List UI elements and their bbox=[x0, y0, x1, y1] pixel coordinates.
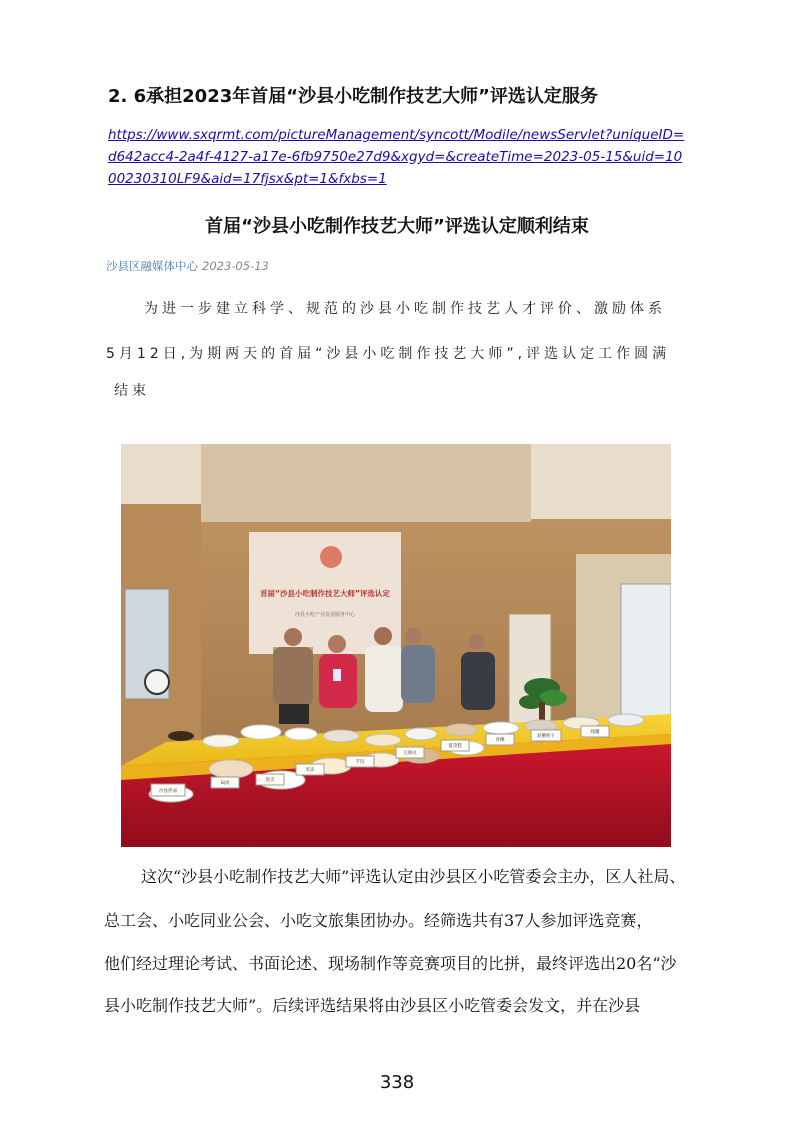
dish-label: 喜粿 bbox=[495, 738, 505, 743]
dish-label: 沙县拌面 bbox=[159, 789, 177, 794]
intro-line: 结束 bbox=[114, 383, 150, 399]
source-name[interactable]: 沙县区融媒体中心 bbox=[106, 259, 198, 273]
dish-label: 芋饺 bbox=[355, 760, 365, 765]
dish-label: 米冻 bbox=[305, 768, 315, 773]
body-line: 县小吃制作技艺大师”。后续评选结果将由沙县区小吃管委会发文，并在沙县 bbox=[104, 996, 641, 1015]
screen-logo-icon bbox=[320, 546, 342, 568]
right-window bbox=[621, 584, 671, 734]
page-number: 338 bbox=[379, 1072, 415, 1093]
article-title: 首届“沙县小吃制作技艺大师”评选认定顺利结束 bbox=[205, 216, 589, 237]
dish-label: 炖罐 bbox=[590, 730, 600, 735]
section-heading: 2. 6承担2023年首届“沙县小吃制作技艺大师”评选认定服务 bbox=[108, 86, 598, 107]
source-line bbox=[106, 258, 269, 274]
dish-label: 泥鳅粉干 bbox=[537, 734, 555, 739]
body-line: 他们经过理论考试、书面论述、现场制作等竞赛项目的比拼，最终评选出20名“沙 bbox=[104, 954, 677, 973]
source-url-link[interactable]: https://www.sxqrmt.com/pictureManagement/syncott/Modile/newsServlet?uniqueID=d642acc4-2a4f-4127-a17e-6fb9750e27d9&xgyd=&createTime=2023-05-15&uid=1000230310LF9&aid=17fjsx&pt=1&fxbs=1 bbox=[108, 127, 685, 187]
screen-title: 首届“沙县小吃制作技艺大师”评选认定 bbox=[260, 589, 390, 598]
event-photo bbox=[121, 444, 671, 847]
dish-label: 夏茂糕 bbox=[448, 744, 462, 749]
screen-subtitle: 沙县小吃产业发展服务中心 bbox=[294, 612, 356, 618]
body-line: 这次“沙县小吃制作技艺大师”评选认定由沙县区小吃管委会主办，区人社局、 bbox=[141, 867, 686, 886]
ceiling-beam bbox=[201, 444, 531, 522]
intro-line: 为进一步建立科学、规范的沙县小吃制作技艺人才评价、激励体系 bbox=[144, 301, 666, 317]
dish-label: 扁肉 bbox=[220, 781, 230, 786]
dish-label: 豆腐丸 bbox=[403, 751, 417, 756]
intro-line: 5月12日,为期两天的首届“沙县小吃制作技艺大师”,评选认定工作圆满 bbox=[106, 346, 671, 362]
publish-date: 2023-05-13 bbox=[202, 259, 269, 273]
body-line: 总工会、小吃同业公会、小吃文旅集团协办。经筛选共有37人参加评选竞赛， bbox=[104, 911, 653, 930]
wall-clock-icon bbox=[145, 670, 169, 694]
dish-label: 烧卖 bbox=[265, 778, 275, 783]
